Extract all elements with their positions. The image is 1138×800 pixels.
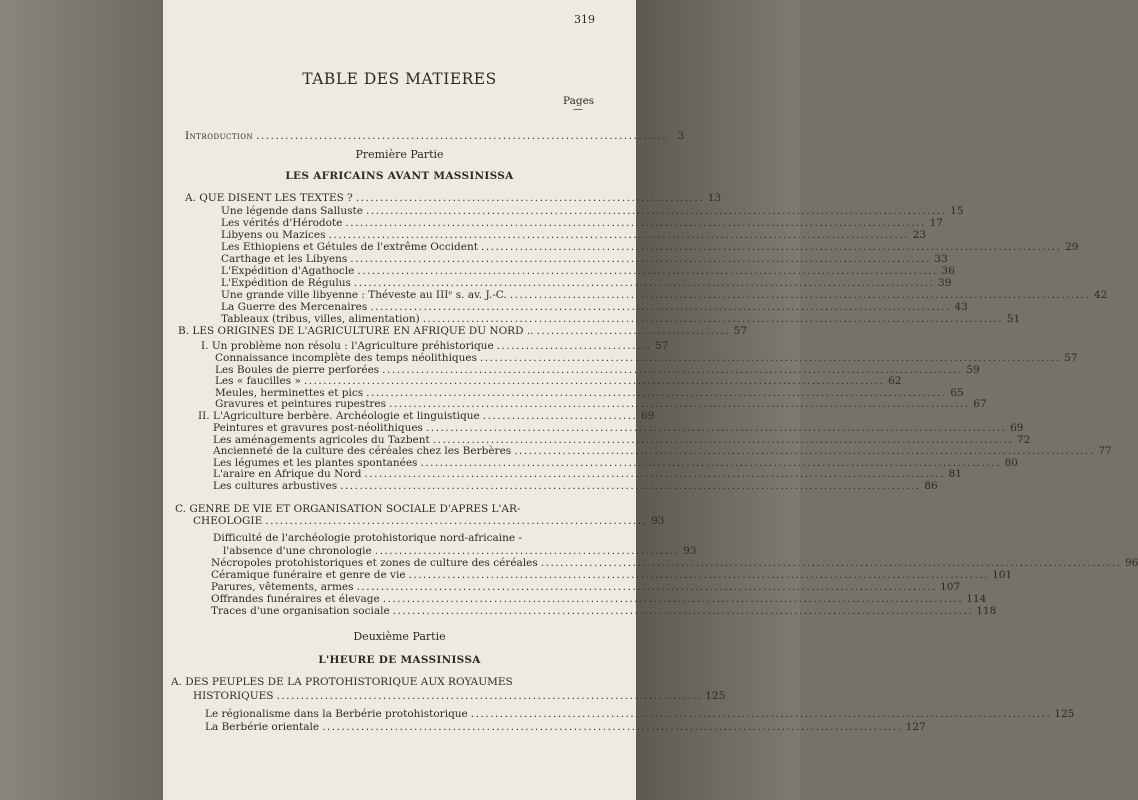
toc-entry-label: La Guerre des Mercenaires	[221, 301, 368, 313]
toc-entry-c0-line1: Difficulté de l'archéologie protohistorique nord-africaine -	[213, 532, 522, 544]
dot-leader: ........................................................................................................................	[389, 398, 970, 410]
toc-entry-label: Les Ethiopiens et Gétules de l'extrême Occident	[221, 241, 478, 253]
toc-entry	[213, 456, 1018, 469]
toc-entry-c0	[223, 545, 697, 557]
toc-entry-page: 3	[677, 130, 685, 142]
toc-entry-page: 15	[950, 205, 964, 217]
toc-entry-label: A. QUE DISENT LES TEXTES ?	[185, 192, 353, 204]
part-title: LES AFRICAINS AVANT MASSINISSA	[285, 170, 514, 182]
toc-entry-label: Meules, herminettes et pics	[215, 386, 364, 399]
dot-leader: ........................................................................................................................	[514, 445, 1095, 457]
toc-entry	[221, 229, 927, 241]
toc-entry-label: Le régionalisme dans la Berbérie protohistorique	[205, 708, 468, 720]
toc-entry-page: 69	[641, 410, 655, 422]
toc-entry-page: 62	[888, 375, 902, 387]
toc-entry-label: Libyens ou Mazices	[221, 229, 326, 241]
toc-section-a	[185, 192, 722, 204]
toc-entry-page: 72	[1016, 433, 1031, 446]
toc-entry	[215, 363, 980, 376]
dot-leader: ........................................................................................................................	[353, 277, 935, 289]
toc-section-b	[178, 325, 748, 337]
dot-leader: ...............................................................................	[265, 515, 648, 527]
toc-entry	[221, 277, 952, 289]
dot-leader: ........................................................................................................................	[420, 456, 1001, 469]
toc-entry	[221, 301, 968, 313]
toc-entry	[221, 205, 964, 217]
toc-entry-label: Les cultures arbustives	[213, 479, 338, 492]
dot-leader: ........................................................................................................................	[480, 241, 1062, 253]
toc-entry-page: 96	[1124, 557, 1138, 569]
toc-entry	[213, 422, 1024, 434]
toc-entry-label: Les Boules de pierre perforées	[215, 363, 380, 376]
toc-entry	[221, 241, 1079, 253]
toc-entry-page: 57	[655, 340, 669, 352]
toc-entry-label: L'araire en Afrique du Nord	[213, 468, 362, 480]
dot-leader: ........................................................................	[355, 192, 705, 204]
toc-entry-page: 81	[948, 468, 962, 480]
toc-section-c-line1: C. GENRE DE VIE ET ORGANISATION SOCIALE D'APRES L'AR-	[175, 503, 521, 515]
dot-leader: ........................................................................................................................	[480, 352, 1061, 364]
toc-entry-page: 93	[683, 545, 697, 557]
toc-entry-page: 69	[1010, 422, 1024, 434]
toc-entry-label: Une légende dans Salluste	[221, 205, 363, 217]
dot-leader: ........................................................................................................................	[425, 422, 1007, 434]
toc-entry	[221, 217, 943, 229]
toc-entry-label: Les vérités d'Hérodote	[221, 217, 343, 229]
dot-leader: ........................................................................................................................	[303, 375, 885, 387]
toc-entry-label: Connaissance incomplète des temps néolithiques	[215, 352, 478, 364]
toc-entry	[211, 569, 1013, 581]
toc-entry	[221, 265, 955, 277]
toc-subsection-ii	[198, 410, 655, 422]
toc-entry	[221, 289, 1108, 301]
dot-leader: ........................................................................................................................	[370, 301, 951, 313]
dot-leader: ........................................................................................................................	[322, 721, 903, 733]
toc-entry-label: Traces d'une organisation sociale	[211, 605, 390, 617]
toc-entry-page: 125	[1054, 708, 1075, 720]
toc-entry	[211, 557, 1138, 569]
dot-leader: ........................................................................................................................	[357, 265, 938, 277]
toc-entry-label: Parures, vêtements, armes	[211, 581, 354, 593]
toc-entry	[213, 445, 1112, 457]
toc-entry	[213, 433, 1031, 446]
dot-leader: ................................	[496, 340, 652, 352]
toc-entry	[205, 721, 926, 733]
toc-part2-a-line1: A. DES PEUPLES DE LA PROTOHISTORIQUE AUX ROYAUMES	[171, 676, 513, 688]
part-label: Deuxième Partie	[353, 630, 446, 643]
toc-entry-label: Peintures et gravures post-néolithiques	[213, 422, 423, 434]
toc-subsection-i	[201, 340, 669, 352]
toc-entry-page: 93	[651, 515, 665, 527]
dot-leader: ........................................................................................................................	[470, 708, 1052, 720]
part-label: Première Partie	[355, 148, 444, 161]
toc-entry-page: 86	[924, 479, 938, 492]
toc-entry-label: Céramique funéraire et genre de vie	[211, 569, 406, 581]
toc-entry-page: 23	[912, 229, 927, 241]
toc-entry-page: 80	[1004, 456, 1018, 469]
toc-entry-label: Les « faucilles »	[215, 375, 301, 387]
toc-entry-page: 107	[940, 581, 961, 593]
dot-leader: ........................................................................................................................	[366, 386, 947, 399]
dot-leader: .....................................................................................	[256, 130, 668, 142]
toc-entry	[211, 581, 961, 593]
toc-entry-label: Gravures et peintures rupestres	[215, 398, 387, 410]
toc-entry-page: 59	[966, 363, 980, 376]
toc-entry-label: Les légumes et les plantes spontanées	[213, 456, 418, 469]
toc-entry	[215, 386, 964, 399]
toc-entry-label: La Berbérie orientale	[205, 721, 320, 733]
dot-leader: ........................................................................................................................	[432, 433, 1014, 446]
page-number: 319	[574, 13, 595, 26]
dot-leader: ........................................................................................................................	[540, 557, 1122, 569]
toc-entry-page: 57	[733, 325, 748, 337]
toc-entry-label: Nécropoles protohistoriques et zones de culture des céréales	[211, 557, 538, 569]
toc-entry-label: Offrandes funéraires et élevage	[211, 593, 380, 605]
toc-entry-label: Une grande ville libyenne : Théveste au IIIᵉ s. av. J.-C.	[221, 289, 507, 301]
dot-leader: ........................................................................................................................	[382, 363, 963, 376]
toc-entry-page: 51	[1006, 313, 1021, 325]
dot-leader: ................................	[482, 410, 638, 422]
toc-entry-label: B. LES ORIGINES DE L'AGRICULTURE EN AFRIQUE DU NORD ..	[178, 325, 534, 337]
toc-entry-label: I. Un problème non résolu : l'Agriculture préhistorique	[201, 340, 494, 352]
background-left	[0, 0, 163, 800]
toc-entry	[221, 313, 1021, 325]
dot-leader: ........................................................................................................................	[408, 569, 990, 581]
toc-entry-page: 125	[705, 690, 726, 702]
toc-entry-page: 39	[938, 277, 952, 289]
toc-entry	[211, 593, 987, 605]
toc-entry-label: Carthage et les Libyens	[221, 253, 348, 265]
toc-entry-label: HISTORIQUES	[193, 690, 274, 702]
dot-leader: ........................................	[536, 325, 731, 337]
dot-leader: ........................................................................................................................	[422, 313, 1004, 325]
toc-entry-page: 118	[976, 605, 997, 617]
toc-entry	[215, 398, 987, 410]
toc-entry-page: 57	[1064, 352, 1078, 364]
dot-leader: ........................................................................................................................	[356, 581, 938, 593]
toc-entry	[213, 468, 962, 480]
toc-entry	[215, 375, 902, 387]
toc-entry-page: 65	[950, 386, 964, 399]
toc-entry-label: L'Expédition de Régulus	[221, 277, 351, 289]
dot-leader: ...............................................................	[374, 545, 680, 557]
toc-section-c	[193, 515, 665, 527]
toc-entry-page: 77	[1098, 445, 1112, 457]
dot-leader: ........................................................................................................................	[364, 468, 945, 480]
toc-entry-page: 13	[707, 192, 722, 204]
toc-entry	[221, 253, 948, 265]
toc-entry-page: 29	[1065, 241, 1079, 253]
book-page	[163, 0, 1138, 800]
dot-leader: ........................................................................................................................	[392, 605, 974, 617]
toc-entry-label: CHEOLOGIE	[193, 515, 263, 527]
dot-leader: ........................................................................................................................	[345, 217, 926, 229]
toc-entry-label: Les aménagements agricoles du Tazbent	[213, 433, 430, 446]
toc-entry	[211, 605, 997, 617]
toc-entry-page: 101	[992, 569, 1013, 581]
dot-leader: ........................................................................................................................	[382, 593, 964, 605]
dot-leader: ........................................................................................................................	[328, 229, 910, 241]
toc-part2-section-a	[193, 690, 726, 702]
toc-entry	[215, 352, 1078, 364]
toc-entry-page: 42	[1093, 289, 1108, 301]
toc-entry-label: Ancienneté de la culture des céréales chez les Berbères	[213, 445, 512, 457]
toc-entry-page: 127	[905, 721, 926, 733]
toc-entry-page: 33	[934, 253, 948, 265]
toc-entry-label: L'Expédition d'Agathocle	[221, 265, 355, 277]
pages-column-header: Pages	[563, 95, 595, 107]
dot-leader: ........................................................................................	[276, 690, 703, 702]
dot-leader: ........................................................................................................................	[509, 289, 1091, 301]
toc-entry-page: 114	[966, 593, 987, 605]
toc-entry-page: 36	[941, 265, 955, 277]
toc-entry-label: l'absence d'une chronologie	[223, 545, 372, 557]
dot-leader: ........................................................................................................................	[350, 253, 931, 265]
toc-entry	[213, 479, 938, 492]
part-title: L'HEURE DE MASSINISSA	[318, 654, 481, 666]
toc-entry-introduction	[185, 130, 685, 142]
dot-leader: ........................................................................................................................	[340, 479, 921, 492]
toc-entry-label: II. L'Agriculture berbère. Archéologie et linguistique	[198, 410, 480, 422]
toc-entry-page: 67	[973, 398, 987, 410]
toc-entry	[205, 708, 1075, 720]
toc-entry-label: Tableaux (tribus, villes, alimentation)	[221, 313, 420, 325]
toc-entry-label: Introduction	[185, 130, 254, 142]
toc-entry-page: 17	[929, 217, 943, 229]
pages-header-dash: —	[573, 104, 583, 115]
toc-entry-page: 43	[954, 301, 968, 313]
page-title: TABLE DES MATIERES	[302, 70, 497, 88]
dot-leader: ........................................................................................................................	[365, 205, 947, 217]
